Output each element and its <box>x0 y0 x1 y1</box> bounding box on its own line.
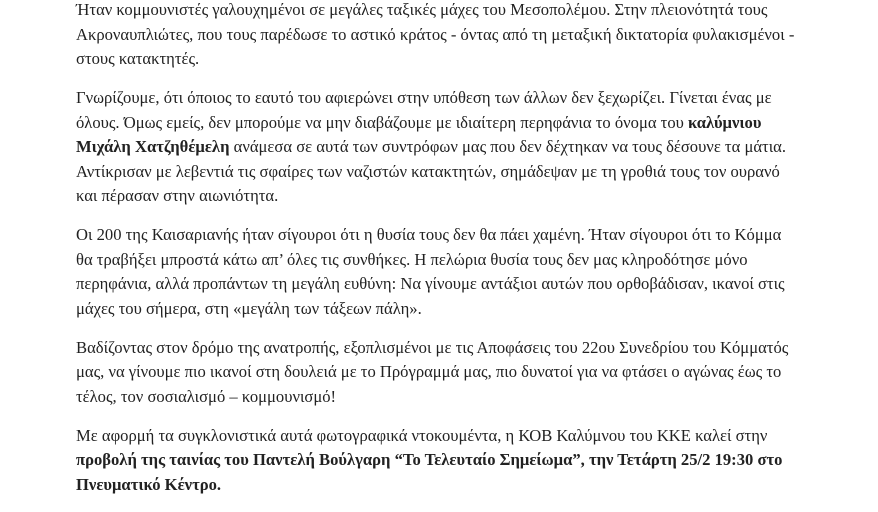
paragraph-3 <box>76 223 796 321</box>
paragraph-text: Ήταν κομμουνιστές γαλουχημένοι σε μεγάλες ταξικές μάχες του Μεσοπολέμου. Στην πλειονότητά τους Ακροναυπλιώτες, που τους παρέδωσε το αστικό κράτος - όντας από τη μεταξική δικτατορία φυλακισμένοι - στους κατακτητές. <box>76 0 795 68</box>
paragraph-text: Με αφορμή τα συγκλονιστικά αυτά φωτογραφικά ντοκουμέντα, η ΚΟΒ Καλύμνου του ΚΚΕ καλεί στην <box>76 425 768 445</box>
paragraph-text: Βαδίζοντας στον δρόμο της ανατροπής, εξοπλισμένοι με τις Αποφάσεις του 22ου Συνεδρίου του Κόμματός μας, να γίνουμε πιο ικανοί στη δουλειά με το Πρόγραμμά μας, πιο δυνατοί για να φτάσει ο αγώνας έως το τέλος, τον σοσιαλισμό – κομμουνισμό! <box>76 337 789 406</box>
paragraph-1 <box>76 0 796 72</box>
paragraph-text: Γνωρίζουμε, ότι όποιος το εαυτό του αφιερώνει στην υπόθεση των άλλων δεν ξεχωρίζει. Γίνεται ένας με όλους. Όμως εμείς, δεν μπορούμε να μην διαβάζουμε με ιδιαίτερη περηφάνια το όνομα του <box>76 88 772 132</box>
paragraph-4 <box>76 336 796 410</box>
highlighted-name: καλύμνιου Μιχάλη Χατζηθέμελη <box>76 112 762 156</box>
paragraph-text: Οι 200 της Καισαριανής ήταν σίγουροι ότι η θυσία τους δεν θα πάει χαμένη. Ήταν σίγουροι ότι το Κόμμα θα τραβήξει μπροστά κάτω απ’ όλες τις συνθήκες. Η πελώρια θυσία τους δεν μας κληροδότησε μόνο περηφάνια, αλλά προπάντων τη μεγάλη ευθύνη: Να γίνουμε αντάξιοι αυτών που ορθοβάδισαν, ικανοί στις μάχες του σήμερα, στη «μεγάλη των τάξεων πάλη». <box>76 225 785 318</box>
article-body <box>76 0 796 512</box>
event-announcement: προβολή της ταινίας του Παντελή Βούλγαρη “Το Τελευταίο Σημείωμα”, την Τετάρτη 25/2 19:30 στο Πνευματικό Κέντρο. <box>76 450 783 494</box>
paragraph-2 <box>76 86 796 209</box>
paragraph-5 <box>76 424 796 498</box>
paragraph-text: ανάμεσα σε αυτά των συντρόφων μας που δεν δέχτηκαν να τους δέσουνε τα μάτια. Αντίκρισαν με λεβεντιά τις σφαίρες των ναζιστών κατακτητών, σημάδεψαν με τη γροθιά τους τον ουρανό και πέρασαν στην αιωνιότητα. <box>76 137 787 205</box>
